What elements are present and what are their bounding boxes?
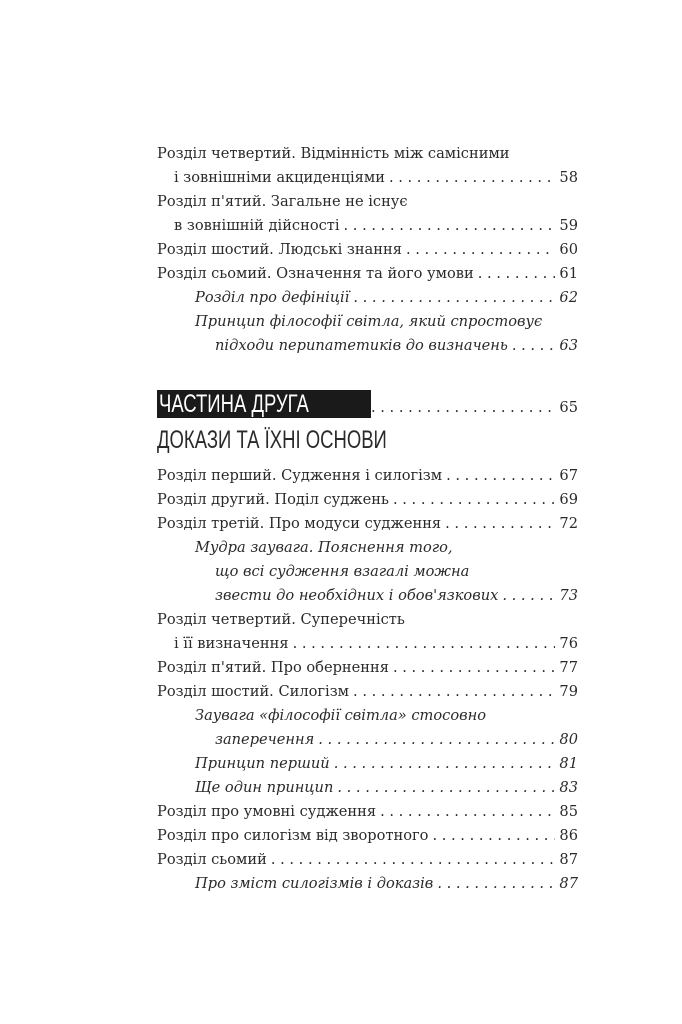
entry-title: Принцип перший (195, 755, 330, 772)
toc-entry[interactable] (157, 848, 578, 872)
entry-title: Розділ сьомий. Означення та його умови (157, 265, 474, 282)
toc-entry[interactable] (157, 584, 578, 608)
entry-title: Розділ другий. Поділ суджень (157, 491, 389, 508)
toc-entry-line[interactable] (157, 704, 578, 728)
toc-part-heading (157, 390, 578, 456)
dot-leader (353, 680, 555, 704)
toc-entry[interactable] (157, 872, 578, 896)
toc-section-2 (157, 464, 578, 896)
toc-entry-line[interactable] (157, 536, 578, 560)
toc-entry[interactable] (157, 728, 578, 752)
page-number: 60 (559, 241, 578, 258)
page-number: 67 (559, 467, 578, 484)
page-number: 87 (559, 851, 578, 868)
entry-title: Розділ шостий. Людські знання (157, 241, 402, 258)
dot-leader (337, 776, 555, 800)
toc-entry-line[interactable] (157, 142, 578, 166)
page-number: 72 (559, 515, 578, 532)
toc-entry[interactable] (157, 214, 578, 238)
toc-entry-line[interactable] (157, 608, 578, 632)
part-subtitle: ДОКАЗИ ТА ЇХНІ ОСНОВИ (157, 426, 387, 454)
entry-title: Розділ четвертий. Відмінність між самісними (157, 145, 510, 162)
dot-leader (406, 238, 555, 262)
entry-title: Розділ перший. Судження і силогізм (157, 467, 443, 484)
page-number: 62 (559, 289, 578, 306)
page-number: 80 (559, 731, 578, 748)
dot-leader (445, 512, 555, 536)
toc-entry[interactable] (157, 238, 578, 262)
page-number: 85 (559, 803, 578, 820)
page-number: 65 (559, 399, 578, 416)
part-title-box (157, 390, 371, 418)
dot-leader (446, 464, 555, 488)
dot-leader (334, 752, 556, 776)
entry-title: Заувага «філософії світла» стосовно (195, 707, 487, 724)
dot-leader (371, 398, 555, 418)
entry-title: в зовнішній дійсності (174, 217, 340, 234)
toc-entry[interactable] (157, 632, 578, 656)
toc-entry[interactable] (157, 800, 578, 824)
toc-entry[interactable] (157, 752, 578, 776)
entry-title: Розділ про силогізм від зворотного (157, 827, 429, 844)
dot-leader (432, 824, 555, 848)
toc-entry[interactable] (157, 512, 578, 536)
page-number: 77 (559, 659, 578, 676)
entry-title: Розділ про умовні судження (157, 803, 377, 820)
entry-title: підходи перипатетиків до визначень (215, 337, 508, 354)
entry-title: Принцип філософії світла, який спростовує (195, 313, 543, 330)
page-number: 81 (559, 755, 578, 772)
entry-title: Ще один принцип (195, 779, 334, 796)
entry-title: Розділ п'ятий. Загальне не існує (157, 193, 408, 210)
entry-title: Розділ шостий. Силогізм (157, 683, 350, 700)
part-title-row[interactable] (157, 390, 578, 418)
entry-title: Розділ сьомий (157, 851, 267, 868)
page-number: 61 (559, 265, 578, 282)
entry-title: Розділ п'ятий. Про обернення (157, 659, 389, 676)
page-number: 87 (559, 875, 578, 892)
dot-leader (318, 728, 555, 752)
entry-title: Про зміст силогізмів і доказів (195, 875, 434, 892)
dot-leader (389, 166, 555, 190)
entry-title: і її визначення (174, 635, 289, 652)
dot-leader (393, 656, 555, 680)
toc-entry-line[interactable] (157, 560, 578, 584)
entry-title: і зовнішніми акциденціями (174, 169, 385, 186)
toc-entry-line[interactable] (157, 190, 578, 214)
toc-entry[interactable] (157, 464, 578, 488)
dot-leader (380, 800, 555, 824)
dot-leader (512, 334, 556, 358)
dot-leader (502, 584, 555, 608)
page-number: 86 (559, 827, 578, 844)
entry-title: Розділ четвертий. Суперечність (157, 611, 405, 628)
toc-section-1 (157, 142, 578, 358)
dot-leader (353, 286, 555, 310)
toc-entry[interactable] (157, 488, 578, 512)
toc-entry[interactable] (157, 262, 578, 286)
entry-title: Мудра заувага. Пояснення того, (195, 539, 453, 556)
toc-entry[interactable] (157, 656, 578, 680)
toc-entry[interactable] (157, 824, 578, 848)
entry-title: Розділ третій. Про модуси судження (157, 515, 442, 532)
page-number: 76 (559, 635, 578, 652)
page-number: 63 (559, 337, 578, 354)
page-number: 59 (559, 217, 578, 234)
page-number: 73 (559, 587, 578, 604)
dot-leader (478, 262, 556, 286)
dot-leader (293, 632, 556, 656)
entry-title: що всі судження взагалі можна (215, 563, 470, 580)
toc-entry-line[interactable] (157, 310, 578, 334)
page-number: 58 (559, 169, 578, 186)
dot-leader (437, 872, 555, 896)
part-subtitle-row (157, 426, 578, 456)
entry-title: заперечення (215, 731, 315, 748)
page-number: 69 (559, 491, 578, 508)
dot-leader (271, 848, 556, 872)
toc-entry[interactable] (157, 334, 578, 358)
toc-entry[interactable] (157, 286, 578, 310)
toc-entry[interactable] (157, 680, 578, 704)
part-title: ЧАСТИНА ДРУГА (159, 389, 309, 418)
toc-entry[interactable] (157, 776, 578, 800)
page-number: 83 (559, 779, 578, 796)
page-number: 79 (559, 683, 578, 700)
dot-leader (393, 488, 555, 512)
toc-entry[interactable] (157, 166, 578, 190)
entry-title: звести до необхідних і обов'язкових (215, 587, 499, 604)
entry-title: Розділ про дефініції (195, 289, 350, 306)
dot-leader (344, 214, 556, 238)
